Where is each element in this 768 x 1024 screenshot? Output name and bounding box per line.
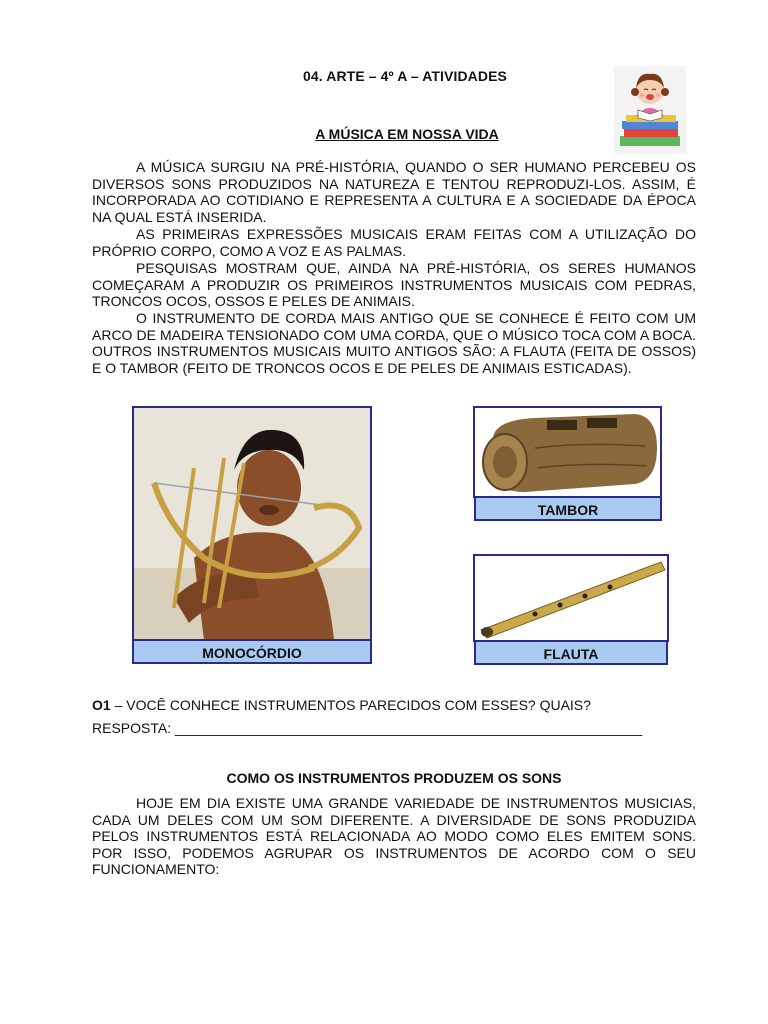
- section2-title: COMO OS INSTRUMENTOS PRODUZEM OS SONS: [226, 770, 562, 786]
- tambor-illustration: [475, 408, 660, 496]
- section-title: A MÚSICA EM NOSSA VIDA: [315, 126, 499, 142]
- paragraph-2: AS PRIMEIRAS EXPRESSÕES MUSICAIS ERAM FEITAS COM A UTILIZAÇÃO DO PRÓPRIO CORPO, COMO A VOZ E AS PALMAS.: [92, 226, 696, 259]
- section2-paragraph: HOJE EM DIA EXISTE UMA GRANDE VARIEDADE DE INSTRUMENTOS MUSICIAS, CADA UM DELES COM UM SOM DIFERENTE. A DIVERSIDADE DE SONS PRODUZIDA PELOS INSTRUMENTOS ESTÁ RELACIONADA AO MODO COMO ELES EMITEM SONS. POR ISSO, PODEMOS AGRUPAR OS INSTRUMENTOS DE ACORDO COM O SEU FUNCIONAMENTO:: [92, 795, 696, 878]
- answer-row: [92, 720, 642, 736]
- paragraph-4: O INSTRUMENTO DE CORDA MAIS ANTIGO QUE SE CONHECE É FEITO COM UM ARCO DE MADEIRA TENSIONADO COM UMA CORDA, QUE O MÚSICO TOCA COM A BOCA. OUTROS INSTRUMENTOS MUSICAIS MUITO ANTIGOS SÃO: A FLAUTA (FEITA DE OSSOS) E O TAMBOR (FEITO DE TRONCOS OCOS E DE PELES DE ANIMAIS ESTICADAS).: [92, 310, 696, 376]
- page-header-title: 04. ARTE – 4º A – ATIVIDADES: [303, 68, 507, 84]
- tambor-caption: TAMBOR: [474, 496, 662, 521]
- answer-label: RESPOSTA:: [92, 720, 175, 736]
- flauta-image: [473, 554, 669, 642]
- monocordio-caption: MONOCÓRDIO: [132, 639, 372, 664]
- monocordio-image: [132, 406, 372, 642]
- tambor-image: [473, 406, 662, 498]
- flauta-illustration: [475, 556, 667, 640]
- paragraph-3: PESQUISAS MOSTRAM QUE, AINDA NA PRÉ-HISTÓRIA, OS SERES HUMANOS COMEÇARAM A PRODUZIR OS PRIMEIROS INSTRUMENTOS MUSICAIS COM PEDRAS, TRONCOS OCOS, OSSOS E PELES DE ANIMAIS.: [92, 260, 696, 310]
- monocordio-illustration: [134, 408, 370, 640]
- flauta-caption: FLAUTA: [474, 640, 668, 665]
- answer-line[interactable]: ____________________________________________________________: [174, 720, 643, 736]
- question-1: [92, 697, 591, 713]
- question-text: – VOCÊ CONHECE INSTRUMENTOS PARECIDOS COM ESSES? QUAIS?: [110, 697, 591, 713]
- paragraph-1: A MÚSICA SURGIU NA PRÉ-HISTÓRIA, QUANDO O SER HUMANO PERCEBEU OS DIVERSOS SONS PRODUZIDOS NA NATUREZA E TENTOU REPRODUZI-LOS. ASSIM, É INCORPORADA AO COTIDIANO E REPRESENTA A CULTURA E A SOCIEDADE DA ÉPOCA NA QUAL ESTÁ INSERIDA.: [92, 159, 696, 225]
- question-number: O1: [92, 697, 111, 713]
